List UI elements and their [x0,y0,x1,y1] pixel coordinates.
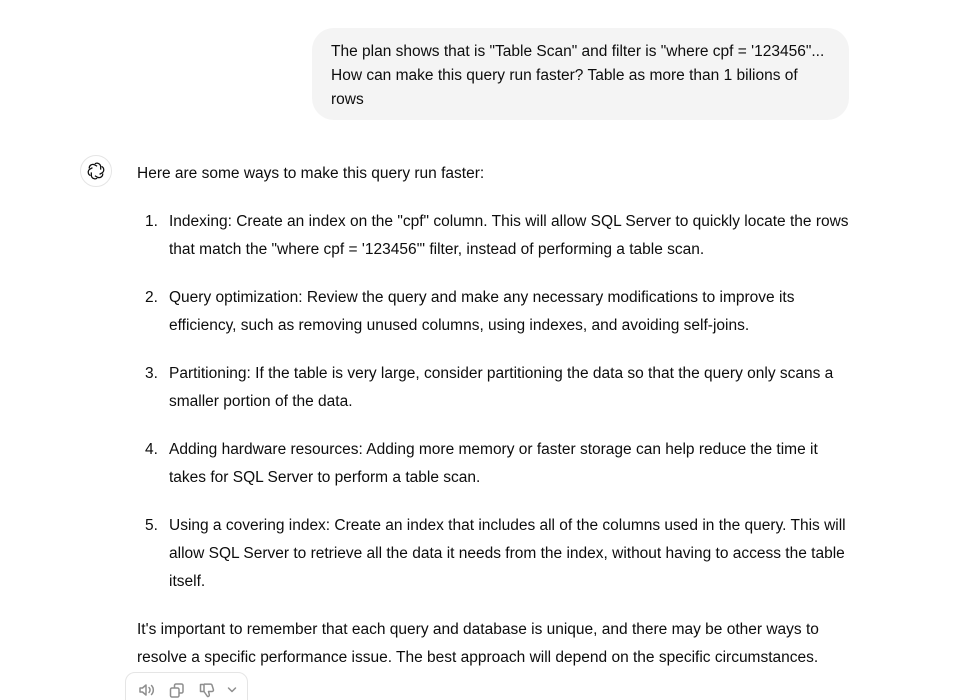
step-text: Partitioning: If the table is very large, consider partitioning the data so that the query only scans a smaller portion of the data. [169,365,834,410]
speaker-icon [138,683,156,697]
more-options-button[interactable] [225,683,239,700]
list-item [137,436,849,492]
thumbs-down-icon [199,683,215,698]
bad-response-button[interactable] [195,683,219,700]
assistant-intro: Here are some ways to make this query run faster: [137,165,485,182]
steps-list [137,208,849,596]
openai-logo-icon [86,161,106,181]
read-aloud-button[interactable] [135,683,159,700]
step-number: 4. [145,441,158,458]
step-text: Indexing: Create an index on the "cpf" column. This will allow SQL Server to quickly locate the rows that match the "where cpf = '123456'" filter, instead of performing a table scan. [169,213,849,258]
step-number: 1. [145,213,158,230]
list-item [137,512,849,596]
list-item [137,284,849,340]
step-text: Query optimization: Review the query and make any necessary modifications to improve its efficiency, such as removing unused columns, using indexes, and avoiding self-joins. [169,289,795,334]
assistant-outro: It's important to remember that each query and database is unique, and there may be other ways to resolve a specific performance issue. The best approach will depend on the specific circumstances. [137,621,819,666]
user-message-text: The plan shows that is "Table Scan" and filter is "where cpf = '123456"... How can make this query run faster? Table as more than 1 bilions of rows [331,43,825,108]
message-actions-toolbar [125,672,248,700]
step-text: Adding hardware resources: Adding more memory or faster storage can help reduce the time it takes for SQL Server to perform a table scan. [169,441,818,486]
assistant-avatar [80,155,112,187]
copy-icon [169,683,185,698]
copy-button[interactable] [165,683,189,700]
assistant-message [137,160,849,672]
chevron-down-icon [226,683,238,695]
user-message-bubble [312,28,849,120]
step-number: 3. [145,365,158,382]
list-item [137,360,849,416]
step-text: Using a covering index: Create an index that includes all of the columns used in the query. This will allow SQL Server to retrieve all the data it needs from the index, without having to access the table itself. [169,517,846,590]
step-number: 5. [145,517,158,534]
list-item [137,208,849,264]
step-number: 2. [145,289,158,306]
